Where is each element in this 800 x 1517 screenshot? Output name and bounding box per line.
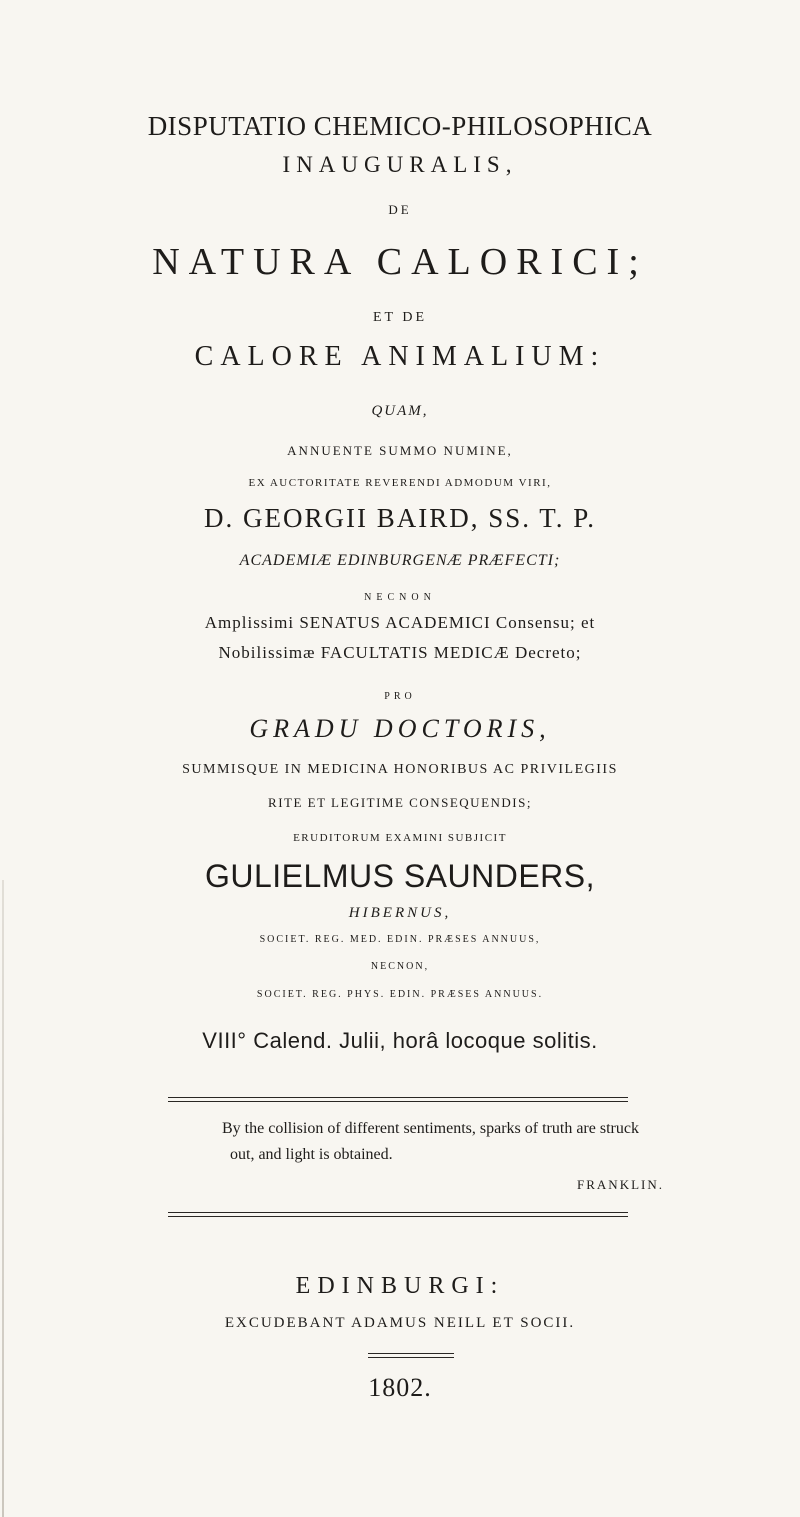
senatus-line: Amplissimi SENATUS ACADEMICI Consensu; et	[204, 613, 596, 632]
imprint-year: 1802.	[368, 1373, 432, 1402]
imprint-printer: EXCUDEBANT ADAMUS NEILL ET SOCII.	[224, 1315, 576, 1331]
subject-heading-2: CALORE ANIMALIUM:	[194, 341, 606, 372]
title-line-2: INAUGURALIS,	[282, 152, 518, 177]
annuente-line: ANNUENTE SUMMO NUMINE,	[287, 443, 513, 458]
et-de-line: ET DE	[372, 310, 427, 325]
imprint-rule	[368, 1353, 454, 1358]
quam-line: QUAM,	[371, 403, 429, 419]
academiae-line: ACADEMIÆ EDINBURGENÆ PRÆFECTI;	[239, 552, 561, 569]
de-line: DE	[388, 202, 412, 217]
title-line-1: DISPUTATIO CHEMICO-PHILOSOPHICA	[147, 111, 653, 141]
epigraph-line-1: By the collision of different sentiments, sparks of truth are struck	[222, 1120, 639, 1137]
epigraph-line-2: out, and light is obtained.	[230, 1146, 393, 1163]
summisque-line: SUMMISQUE IN MEDICINA HONORIBUS AC PRIVILEGIIS	[182, 762, 618, 777]
pro-line: PRO	[384, 691, 416, 702]
epigraph	[222, 1116, 692, 1168]
imprint-place: EDINBURGI:	[295, 1273, 505, 1299]
necnon-line-2: NECNON,	[370, 961, 430, 972]
rector-name: D. GEORGII BAIRD, SS. T. P.	[203, 503, 597, 533]
societ-phys-line: SOCIET. REG. PHYS. EDIN. PRÆSES ANNUUS.	[256, 989, 544, 1000]
auctoritate-line: EX AUCTORITATE REVERENDI ADMODUM VIRI,	[248, 477, 552, 489]
epigraph-attribution: FRANKLIN.	[577, 1177, 664, 1192]
necnon-line-1: NECNON	[364, 592, 436, 603]
facultatis-line: Nobilissimæ FACULTATIS MEDICÆ Decreto;	[218, 643, 582, 662]
author-name: GULIELMUS SAUNDERS,	[204, 858, 596, 894]
subject-heading-1: NATURA CALORICI;	[152, 241, 648, 283]
epigraph-top-rule	[168, 1097, 628, 1102]
gradu-doctoris: GRADU DOCTORIS,	[249, 714, 551, 743]
epigraph-bottom-rule	[168, 1212, 628, 1217]
hibernus-line: HIBERNUS,	[348, 905, 452, 921]
rite-line: RITE ET LEGITIME CONSEQUENDIS;	[268, 795, 532, 810]
societ-med-line: SOCIET. REG. MED. EDIN. PRÆSES ANNUUS,	[259, 934, 541, 945]
date-line: VIII° Calend. Julii, horâ locoque solitis.	[202, 1028, 598, 1053]
page-edge-shadow	[2, 880, 4, 1517]
eruditorum-line: ERUDITORUM EXAMINI SUBJICIT	[293, 832, 507, 844]
